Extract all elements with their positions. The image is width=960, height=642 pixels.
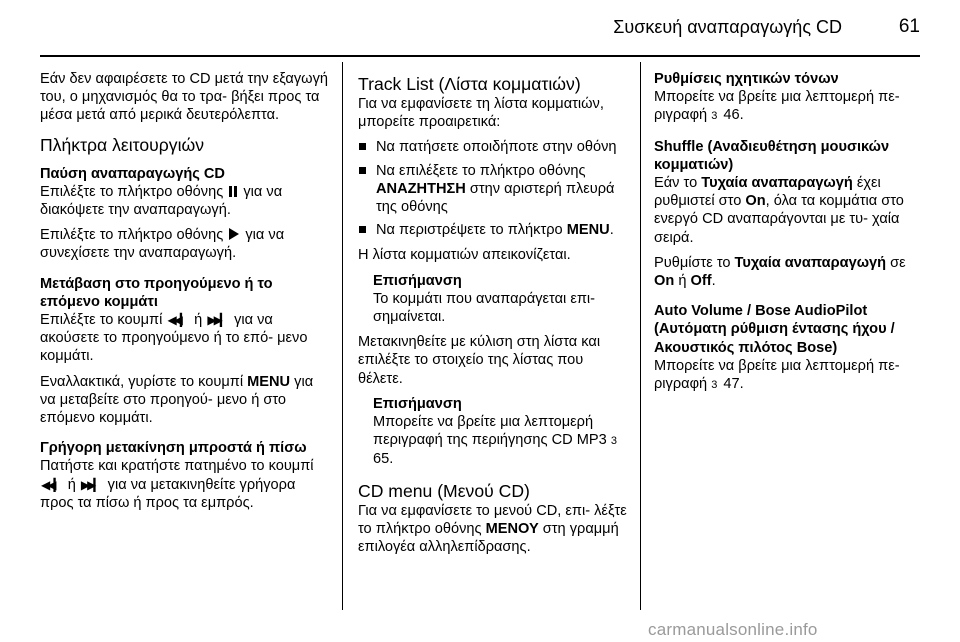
note-text: Το κομμάτι που αναπαράγεται επι- σημαίνεται. xyxy=(373,290,596,326)
header-title: Συσκευή αναπαραγωγής CD xyxy=(613,17,842,37)
note-box xyxy=(358,272,632,327)
pause-paragraph: Επιλέξτε το πλήκτρο οθόνης για να διακόψετε την αναπαραγωγή. xyxy=(40,183,283,219)
previous-track-icon: ◀◀▎ xyxy=(41,477,60,492)
note-text: Μπορείτε να βρείτε μια λεπτομερή περιγραφή της περιήγησης CD MP3 3 65. xyxy=(373,414,617,468)
next-track-icon: ▶▶▎ xyxy=(207,313,227,328)
scroll-select-text: Μετακινηθείτε με κύλιση στη λίστα και επιλέξτε το στοιχείο της λίστας που θέλετε. xyxy=(358,334,601,387)
eject-intro-text: Εάν δεν αφαιρέσετε το CD μετά την εξαγωγή του, ο μηχανισμός θα το τρα- βήξει προς τα μέσα μετά από μερικά δευτερόλεπτα. xyxy=(40,71,328,124)
tone-settings-text: Μπορείτε να βρείτε μια λεπτομερή πε- ριγραφή 3 46. xyxy=(654,89,900,124)
track-list-options xyxy=(358,138,632,239)
column-divider-2 xyxy=(640,62,641,610)
auto-volume-heading: Auto Volume / Bose AudioPilot (Αυτόματη ρύθμιση έντασης ήχου / Ακουστικός πιλότος Bose) xyxy=(654,303,895,356)
track-list-intro: Για να εμφανίσετε τη λίστα κομματιών, μπορείτε προαιρετικά: xyxy=(358,96,604,131)
column-divider-1 xyxy=(342,62,343,610)
track-list-shown-text: Η λίστα κομματιών απεικονίζεται. xyxy=(358,247,571,264)
auto-volume-text: Μπορείτε να βρείτε μια λεπτομερή πε- ριγραφή 3 47. xyxy=(654,357,900,393)
track-list-heading: Track List (Λίστα κομματιών) xyxy=(358,74,581,94)
note-title: Επισήμανση xyxy=(373,395,462,412)
next-track-icon: ▶▶▎ xyxy=(80,477,100,492)
shuffle-set-text: Ρυθμίστε το Τυχαία αναπαραγωγή σε On ή Off. xyxy=(654,254,906,290)
function-keys-heading: Πλήκτρα λειτουργιών xyxy=(40,134,205,155)
bullet-icon xyxy=(359,226,366,233)
arrow-reference-icon: 3 xyxy=(711,110,718,123)
list-item: Να πατήσετε οποιδήποτε στην οθόνη xyxy=(358,138,632,156)
list-item: Να επιλέξετε το πλήκτρο οθόνης ΑΝΑΖΗΤΗΣΗ στην αριστερή πλευρά της οθόνης xyxy=(358,162,632,217)
skip-track-heading: Μετάβαση στο προηγούμενο ή το επόμενο κομμάτι xyxy=(40,275,273,310)
watermark: carmanualsonline.info xyxy=(648,620,818,639)
shuffle-heading: Shuffle (Αναδιευθέτηση μουσικών κομματιών) xyxy=(654,138,890,173)
bullet-icon xyxy=(359,167,366,174)
previous-track-icon: ◀◀▎ xyxy=(167,313,187,328)
pause-icon xyxy=(229,186,237,197)
note-title: Επισήμανση xyxy=(373,272,462,289)
skip-paragraph: Επιλέξτε το κουμπί ◀◀▎ ή ▶▶▎ για να ακούσετε το προηγούμενο ή το επό- μενο κομμάτι. xyxy=(40,312,308,365)
resume-paragraph: Επιλέξτε το πλήκτρο οθόνης για να συνεχίσετε την αναπαραγωγή. xyxy=(40,227,285,262)
menu-button-label: MENU xyxy=(247,373,291,390)
tone-settings-heading: Ρυθμίσεις ηχητικών τόνων xyxy=(654,71,839,87)
column-2 xyxy=(358,70,632,563)
fast-seek-paragraph: Πατήστε και κρατήστε πατημένο το κουμπί ◀◀▎ ή ▶▶▎ για να μετακινηθείτε γρήγορα προς τα πίσω ή προς τα εμπρός. xyxy=(40,458,314,511)
bullet-icon xyxy=(359,143,366,150)
page-number: 61 xyxy=(898,16,920,37)
list-item: Να περιστρέψετε το πλήκτρο MENU. xyxy=(358,221,632,239)
play-icon xyxy=(229,228,239,240)
column-3 xyxy=(654,70,924,401)
pause-heading: Παύση αναπαραγωγής CD xyxy=(40,165,225,182)
column-1 xyxy=(40,70,332,519)
fast-seek-heading: Γρήγορη μετακίνηση μπροστά ή πίσω xyxy=(40,440,307,457)
note-box xyxy=(358,395,632,469)
arrow-reference-icon: 3 xyxy=(711,379,718,392)
shuffle-text: Εάν το Τυχαία αναπαραγωγή έχει ρυθμιστεί στο On, όλα τα κομμάτια στο ενεργό CD αναπαράγονται με τυ- χαία σειρά. xyxy=(654,175,904,246)
cd-menu-text: Για να εμφανίσετε το μενού CD, επι- λέξτε το πλήκτρο οθόνης ΜΕΝΟΥ στη γραμμή επιλογέα αλληλεπίδρασης. xyxy=(358,502,627,556)
cd-menu-heading: CD menu (Μενού CD) xyxy=(358,480,530,501)
menu-knob-paragraph: Εναλλακτικά, γυρίστε το κουμπί MENU για να μεταβείτε στο προηγού- μενο ή στο επόμενο κομμάτι. xyxy=(40,373,314,427)
arrow-reference-icon: 3 xyxy=(610,435,617,448)
header-rule xyxy=(40,55,920,57)
